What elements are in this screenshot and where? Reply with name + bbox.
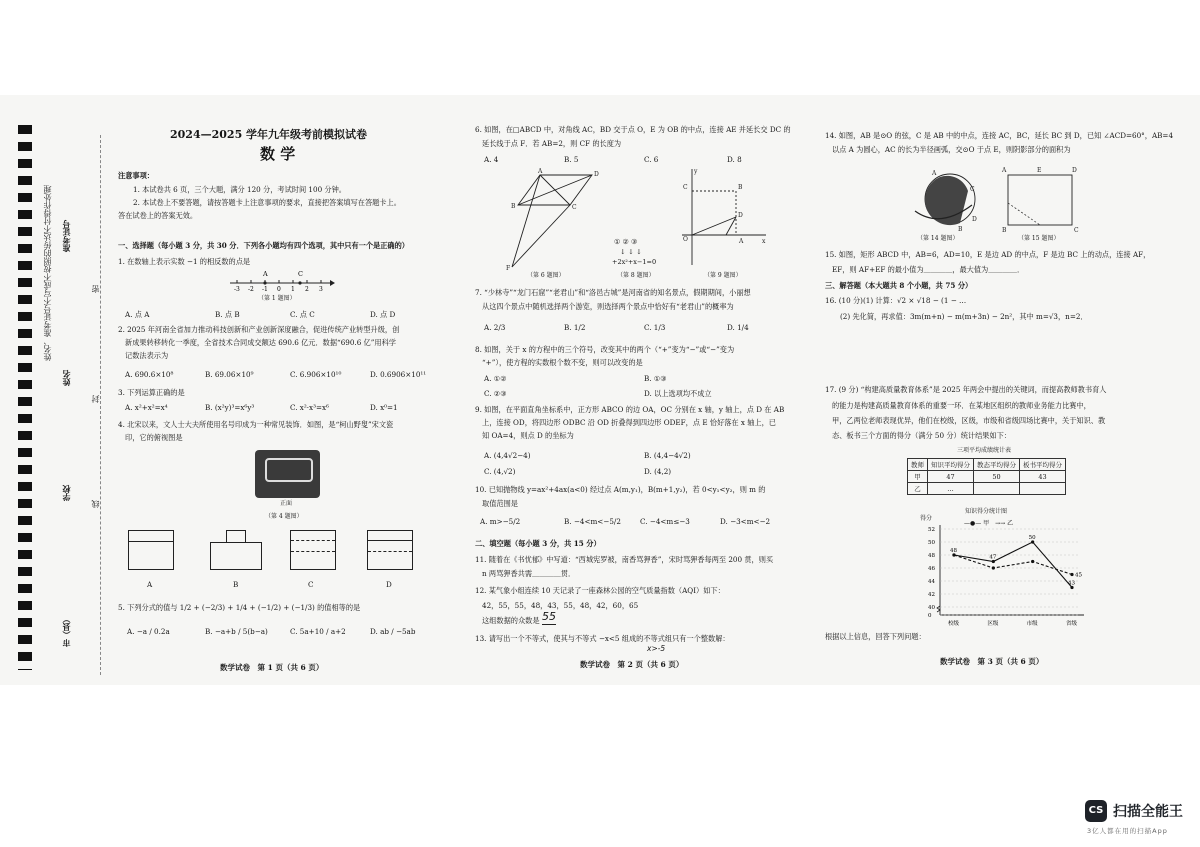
point-a-label: A <box>263 270 268 278</box>
exam-no-label: 准考证号 <box>61 220 71 252</box>
y-tick-label: 44 <box>928 579 935 585</box>
q10-option-c: C. −4<m≤−3 <box>640 517 690 526</box>
q3-option-a: A. x²+x²=x⁴ <box>125 403 168 412</box>
chart-title: 知识得分统计图 <box>965 508 1008 515</box>
svg-text:B: B <box>738 184 743 191</box>
svg-text:B: B <box>1002 227 1007 233</box>
q1-option-b: B. 点 B <box>215 310 240 319</box>
svg-text:A: A <box>1002 167 1007 174</box>
section-2-heading: 二、填空题（每小题 3 分，共 15 分） <box>475 539 601 548</box>
data-label: 48 <box>950 548 957 554</box>
table-cell: … <box>928 483 974 495</box>
q13-text: 13. 请写出一个不等式，使其与不等式 −x<5 组成的不等式组只有一个整数解： <box>475 634 730 643</box>
q12-line-3: 这组数据的众数是 <box>482 616 540 625</box>
q2-option-d: D. 0.6906×10¹¹ <box>370 370 427 379</box>
seal-top <box>265 458 313 482</box>
table-title: 三项平均成绩统计表 <box>957 447 1012 454</box>
y-tick-label: 46 <box>928 566 935 572</box>
q5-option-c: C. 5a+10 / a+2 <box>290 627 346 636</box>
tick-label: 0 <box>277 286 281 293</box>
knowledge-chart <box>918 523 1088 631</box>
svg-text:A: A <box>538 168 543 175</box>
camscanner-name: 扫描全能王 <box>1113 804 1183 820</box>
chart-legend: —●— 甲 →→ 乙 <box>964 520 1014 527</box>
q7-line-1: 7. “少林寺”“龙门石窟”“老君山”和“洛邑古城”是河南省的知名景点，假期期间，小丽想 <box>475 288 751 297</box>
y-tick-label: 42 <box>928 592 935 598</box>
name-label: 姓名 <box>61 370 71 386</box>
q5-option-d: D. ab / −5ab <box>370 627 416 636</box>
q6-option-a: A. 4 <box>484 155 499 164</box>
tick-label: 2 <box>305 286 309 293</box>
q14-line-2: 以点 A 为圆心，AC 的长为半径画弧，交⊙O 于点 E，则阴影部分的面积为 <box>832 145 1071 154</box>
table-cell <box>1020 483 1066 495</box>
table-cell: 甲 <box>908 471 928 483</box>
y-tick-label: 40 <box>928 605 935 611</box>
svg-text:C: C <box>1074 227 1079 233</box>
q7-option-d: D. 1/4 <box>727 323 749 332</box>
y-tick-label: 50 <box>928 540 935 546</box>
q6-option-d: D. 8 <box>727 155 742 164</box>
page-1 <box>115 95 455 685</box>
camscanner-slogan: 3亿人都在用的扫描App <box>1087 827 1168 835</box>
q8-line-2: “+”），使方程的实数根个数不变，则可以改变的是 <box>482 358 643 367</box>
q10-option-b: B. −4<m<−5/2 <box>564 517 621 526</box>
fig-8-marks: ① ② ③ <box>614 238 638 246</box>
q7-option-b: B. 1/2 <box>564 323 586 332</box>
q15-figure <box>1000 165 1085 233</box>
seal-mark-feng: 封 <box>91 395 100 403</box>
q11-line-1: 11. 随着在《书忧郁》中写道：“西城宪罗被，南香骂狎香”，宋时骂狎香每两至 200 贯，则买 <box>475 555 774 564</box>
data-label: 43 <box>1068 580 1075 587</box>
fig-14-caption: （第 14 题图） <box>917 235 959 242</box>
q4-fig-caption: （第 4 题图） <box>265 513 303 520</box>
q12-line-1: 12. 某气象小组连续 10 天记录了一座森林公园的空气质量指数（AQI）如下： <box>475 586 725 595</box>
svg-text:D: D <box>972 216 977 223</box>
svg-text:C: C <box>970 186 975 193</box>
q1-option-d: D. 点 D <box>370 310 396 319</box>
table-cell <box>974 483 1020 495</box>
chart-ylabel: 得分 <box>920 515 933 522</box>
svg-text:x: x <box>762 238 766 245</box>
q4-view-d <box>367 530 413 570</box>
q1-fig-caption: （第 1 题图） <box>258 295 296 302</box>
q8-option-a: A. ①② <box>484 374 507 383</box>
q16-line-1: 16. (10 分)(1) 计算：√2 × √18 − (1 − … <box>825 296 967 305</box>
table-row <box>908 483 1066 495</box>
q6-figure <box>502 167 602 272</box>
q9-figure <box>680 165 770 273</box>
q6-line-1: 6. 如图，在□ABCD 中，对角线 AC，BD 交于点 O，E 为 OB 的中点，连接 AE 并延长交 DC 的 <box>475 125 791 134</box>
q12-line-2: 42，55，55，48，43，55，48，42，60，65 <box>482 601 639 610</box>
data-label: 47 <box>989 554 997 561</box>
page-3-footer: 数学试卷 第 3 页（共 6 页） <box>940 657 1044 666</box>
q14-line-1: 14. 如图，AB 是⊙O 的弦，C 是 AB 中的中点，连接 AC，BC，延长 BC 到 D，已知 ∠ACD=60°，AB=4 <box>825 131 1174 140</box>
q14-figure <box>910 161 990 233</box>
table-header-cell: 教态平均得分 <box>974 459 1020 471</box>
data-point-乙 <box>1070 573 1073 576</box>
score-table <box>907 458 1066 495</box>
notes-heading: 注意事项： <box>118 171 154 180</box>
seal-line <box>100 135 101 675</box>
q2-option-a: A. 690.6×10⁸ <box>125 370 174 379</box>
svg-text:E: E <box>1037 167 1042 174</box>
school-label: 学校 <box>61 485 71 501</box>
q11-line-2: n 两骂狎香共需＿＿＿＿贯． <box>482 569 576 578</box>
tick-label: -1 <box>262 286 268 293</box>
exam-sheet <box>0 95 1200 685</box>
svg-text:C: C <box>572 204 577 211</box>
y-tick-label: 48 <box>928 553 935 559</box>
q4-option-d: D <box>386 580 392 589</box>
q12-handwritten-answer: 55 <box>542 610 556 623</box>
q16-line-2: (2) 先化简，再求值：3m(m+n) − m(m+3n) − 2n²，其中 m=√3，n=2． <box>840 312 1088 321</box>
q1-text: 1. 在数轴上表示实数 −1 的相反数的点是 <box>118 257 251 266</box>
q3-option-c: C. x²·x³=x⁶ <box>290 403 329 412</box>
q4-option-c: C <box>308 580 314 589</box>
q6-line-2: 延长线于点 F．若 AB=2，则 CF 的长度为 <box>482 139 622 148</box>
svg-text:B: B <box>511 203 516 210</box>
svg-text:C: C <box>683 184 688 191</box>
q4-view-c <box>290 530 336 570</box>
note-2: 2. 本试卷上不要答题，请按答题卡上注意事项的要求，直接把答案填写在答题卡上。 <box>133 198 401 207</box>
q4-line-1: 4. 北宋以来，文人士大夫所使用名号印成为一种常见装饰．如图，是“柯山野叟”宋文瓷 <box>118 420 394 429</box>
q7-line-2: 从这四个景点中随机选择两个游览，则选择两个景点中恰好有“老君山”的概率为 <box>482 302 734 311</box>
seal-mark-mi: 密 <box>91 285 100 293</box>
q4-option-a: A <box>147 580 153 589</box>
q9-option-c: C. (4,√2) <box>484 467 516 476</box>
q13-handwritten-answer: x>-5 <box>647 644 666 653</box>
fig-8-equation: +2x²+x−1=0 <box>612 258 657 266</box>
q2-option-b: B. 69.06×10⁹ <box>205 370 254 379</box>
q10-line-2: 取值范围是 <box>482 499 518 508</box>
table-header-cell: 板书平均得分 <box>1020 459 1066 471</box>
q9-line-2: 上，连接 OD，将四边形 ODBC 沿 OD 折叠得到四边形 ODEF，点 E 恰好落在 x 轴上，已 <box>482 418 776 427</box>
tick-label: -3 <box>234 286 240 293</box>
point-c-label: C <box>298 270 303 278</box>
q17-line-4: 态、板书三个方面的得分（满分 50 分）统计结果如下： <box>832 431 1012 440</box>
x-tick-label: 省级 <box>1066 621 1078 627</box>
q1-option-a: A. 点 A <box>125 310 150 319</box>
svg-text:y: y <box>694 168 698 175</box>
q9-line-1: 9. 如图，在平面直角坐标系中，正方形 ABCO 的边 OA，OC 分别在 x 轴，y 轴上，点 D 在 AB <box>475 405 785 414</box>
svg-text:D: D <box>1072 167 1077 174</box>
q5-option-a: A. −a / 0.2a <box>127 627 170 636</box>
svg-text:A: A <box>932 170 937 177</box>
q3-option-d: D. x⁰=1 <box>370 403 398 412</box>
svg-text:B: B <box>958 226 963 233</box>
camscanner-logo: CS <box>1085 800 1107 822</box>
seal-photo <box>255 450 320 498</box>
q1-number-line <box>225 267 335 293</box>
q4-option-b: B <box>233 580 239 589</box>
q17-prompt: 根据以上信息，回答下列问题： <box>825 632 926 641</box>
q15-line-1: 15. 如图，矩形 ABCD 中，AB=6，AD=10，E 是边 AD 的中点，F 是边 BC 上的动点，连接 AF， <box>825 250 1151 259</box>
tick-label: 1 <box>291 286 295 293</box>
q10-line-1: 10. 已知抛物线 y=ax²+4ax(a<0) 经过点 A(m,y₁)，B(m+1,y₂)，若 0<y₁<y₂，则 m 的 <box>475 485 766 494</box>
q10-option-d: D. −3<m<−2 <box>720 517 771 526</box>
axis-break <box>937 606 940 612</box>
table-row <box>908 471 1066 483</box>
q6-option-b: B. 5 <box>564 155 579 164</box>
binding-strip <box>18 125 32 670</box>
q7-option-a: A. 2/3 <box>484 323 506 332</box>
exam-title: 2024—2025 学年九年级考前模拟试卷 <box>170 128 368 141</box>
q1-option-c: C. 点 C <box>290 310 315 319</box>
q3-text: 3. 下列运算正确的是 <box>118 388 185 397</box>
fig-8-arrows: ↓ ↓ ↓ <box>620 248 643 256</box>
seal-mark-xian: 线 <box>91 500 100 508</box>
seal-notice: 姓名、准考证号不写成不按照的传达不付得作处理 <box>43 185 52 361</box>
data-label: 50 <box>1028 535 1036 541</box>
q2-option-c: C. 6.906×10¹⁰ <box>290 370 342 379</box>
q17-line-3: 甲，乙两位老师表现优异，他们在校级，区级，市级和省级四场比赛中，关于知识、教 <box>832 416 1106 425</box>
point-c-dot <box>298 281 301 284</box>
table-header-row <box>908 459 1066 471</box>
tick-label: 3 <box>319 286 323 293</box>
section-3-heading: 三、解答题（本大题共 8 个小题，共 75 分） <box>825 281 973 290</box>
table-header-cell: 教师 <box>908 459 928 471</box>
q5-text: 5. 下列分式的值与 1/2 + (−2/3) + 1/4 + (−1/2) + (−1/3) 的值相等的是 <box>118 603 361 612</box>
svg-text:O: O <box>683 236 688 243</box>
city-label: 市（县） <box>61 615 71 647</box>
svg-text:D: D <box>594 171 599 178</box>
section-1-heading: 一、选择题（每小题 3 分，共 30 分．下列各小题均有四个选项，其中只有一个是正确的） <box>118 241 409 250</box>
table-cell: 50 <box>974 471 1020 483</box>
q4-line-2: 印，它的俯视图是 <box>125 433 183 442</box>
page-2-footer: 数学试卷 第 2 页（共 6 页） <box>580 660 684 669</box>
data-label: 45 <box>1075 572 1082 579</box>
note-3: 答在试卷上的答案无效。 <box>118 211 198 220</box>
svg-text:D: D <box>738 212 743 219</box>
q4-view-a <box>128 530 174 570</box>
q3-option-b: B. (x²y)³=x⁶y³ <box>205 403 255 412</box>
point-a-dot <box>263 281 266 284</box>
table-cell: 47 <box>928 471 974 483</box>
q5-option-b: B. −a+b / 5(b−a) <box>205 627 268 636</box>
q8-option-d: D. 以上选项均不成立 <box>644 389 712 398</box>
q4-view-b <box>210 530 262 570</box>
fig-15-caption: （第 15 题图） <box>1018 235 1060 242</box>
svg-text:F: F <box>506 265 511 272</box>
q9-option-b: B. (4,4−4√2) <box>644 451 691 460</box>
svg-text:A: A <box>739 238 744 245</box>
q8-option-b: B. ①③ <box>644 374 667 383</box>
tick-label: -2 <box>248 286 254 293</box>
table-cell: 乙 <box>908 483 928 495</box>
data-point-乙 <box>992 566 995 569</box>
q6-option-c: C. 6 <box>644 155 659 164</box>
fig-6-caption: （第 6 题图） <box>527 272 565 279</box>
table-cell: 43 <box>1020 471 1066 483</box>
fig-8-caption: （第 8 题图） <box>617 272 655 279</box>
x-tick-label: 校级 <box>948 621 960 627</box>
q9-option-a: A. (4,4√2−4) <box>484 451 531 460</box>
page-3 <box>822 95 1174 685</box>
q8-option-c: C. ②③ <box>484 389 507 398</box>
q2-line-2: 新成果转移转化一季度，全省技术合同成交额达 690.6 亿元．数据“690.6 亿”用科学 <box>125 338 396 347</box>
q15-line-2: EF，则 AF+EF 的最小值为＿＿＿＿，最大值为＿＿＿＿． <box>832 265 1025 274</box>
q10-option-a: A. m>−5/2 <box>480 517 521 526</box>
data-point-乙 <box>1031 560 1034 563</box>
note-1: 1. 本试卷共 6 页，三个大题，满分 120 分，考试时间 100 分钟。 <box>133 185 346 194</box>
q2-line-3: 记数法表示为 <box>125 351 169 360</box>
x-tick-label: 市级 <box>1026 621 1038 627</box>
subject-title: 数 学 <box>260 145 296 163</box>
fig-9-caption: （第 9 题图） <box>704 272 742 279</box>
q17-line-2: 的能力是构建高质量教育体系的重要一环．在某地区组织的教师业务能力比赛中， <box>832 401 1091 410</box>
q17-line-1: 17. (9 分) “构建高质量教育体系”是 2025 年两会中提出的关键词，而提高教师教书育人 <box>825 385 1107 394</box>
table-header-cell: 知识平均得分 <box>928 459 974 471</box>
page-2 <box>472 95 812 685</box>
y-tick-label: 0 <box>928 613 932 619</box>
q9-line-3: 知 OA=4，则点 D 的坐标为 <box>482 431 574 440</box>
page-1-footer: 数学试卷 第 1 页（共 6 页） <box>220 663 324 672</box>
q9-option-d: D. (4,2) <box>644 467 672 476</box>
y-tick-label: 52 <box>928 527 935 533</box>
q7-option-c: C. 1/3 <box>644 323 666 332</box>
x-tick-label: 区级 <box>987 621 999 627</box>
q4-front-label: 正面 <box>280 500 293 507</box>
q2-line-1: 2. 2025 年河南全省加力推动科技创新和产业创新深度融合，促进传统产业转型升级，创 <box>118 325 400 334</box>
q8-line-1: 8. 如图，关于 x 的方程中的三个符号，改变其中的两个（“+”变为“−”或“−”变为 <box>475 345 735 354</box>
